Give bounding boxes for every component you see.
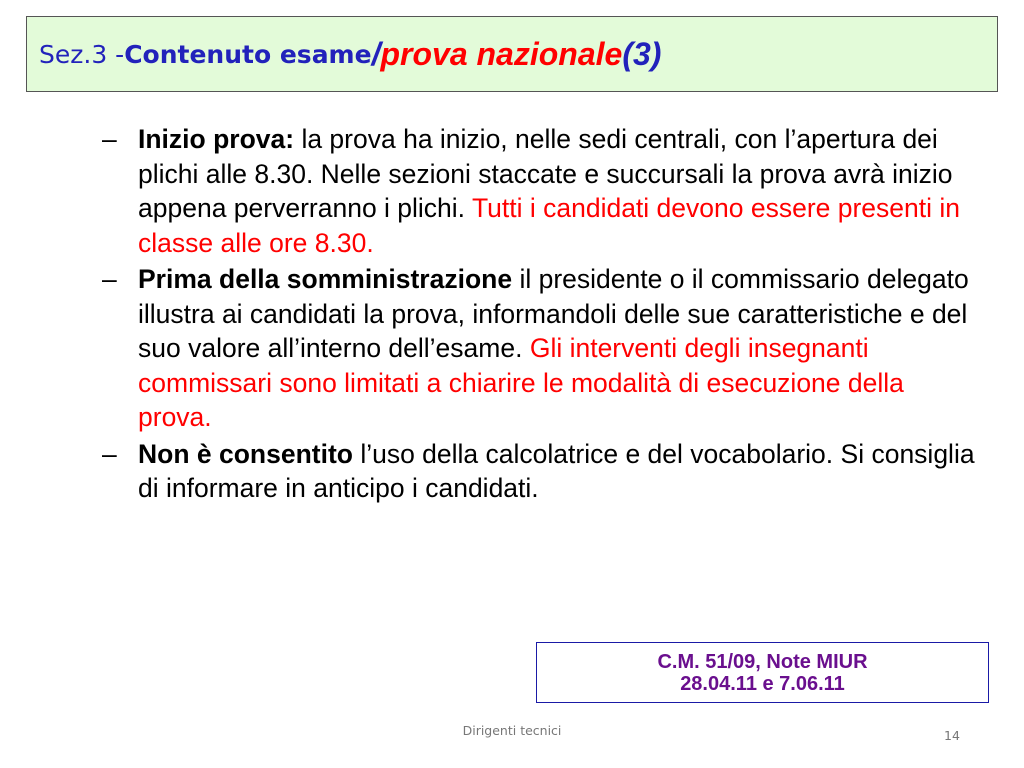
bullet-dash: – bbox=[102, 264, 117, 294]
bullet-bold-lead: Prima della somministrazione bbox=[138, 264, 513, 294]
title-main: Contenuto esame bbox=[124, 39, 372, 69]
bullet-body: il presidente o il commissario delegato illustra ai candidati la prova, informandoli delle sue caratteristiche e del suo valore all’interno dell’esame. bbox=[138, 264, 969, 363]
bullet-dash: – bbox=[102, 438, 117, 469]
reference-line-2: 28.04.11 e 7.06.11 bbox=[680, 672, 845, 695]
title-separator: / bbox=[371, 35, 381, 72]
bullet-body: la prova ha inizio, nelle sedi centrali, con l’apertura dei plichi alle 8.30. Nelle sezioni staccate e succursali la prova avrà inizio appena perverranno i plichi. bbox=[138, 124, 953, 223]
footer-label: Dirigenti tecnici bbox=[462, 723, 562, 738]
page-number: 14 bbox=[944, 728, 960, 743]
reference-box bbox=[536, 642, 989, 703]
bullet-dash: – bbox=[102, 124, 117, 154]
bullet-text bbox=[138, 122, 980, 260]
bullet-highlight: Tutti i candidati devono essere presenti in classe alle ore 8.30. bbox=[138, 193, 961, 258]
bullet-list bbox=[100, 122, 980, 508]
bullet-text bbox=[138, 437, 980, 506]
title-prefix: Sez.3 - bbox=[39, 39, 125, 69]
reference-line-1: C.M. 51/09, Note MIUR bbox=[657, 650, 868, 673]
bullet-bold-lead: Non è consentito bbox=[138, 438, 353, 469]
bullet-body: l’uso della calcolatrice e del vocabolario. Si consiglia di informare in anticipo i candidati. bbox=[138, 438, 975, 503]
slide-title-box bbox=[26, 16, 998, 92]
bullet-highlight: Gli interventi degli insegnanti commissari sono limitati a chiarire le modalità di esecuzione della prova. bbox=[138, 333, 904, 432]
bullet-text bbox=[138, 262, 980, 435]
bullet-item bbox=[100, 122, 980, 260]
bullet-bold-lead: Inizio prova: bbox=[138, 124, 295, 154]
bullet-item bbox=[100, 437, 980, 506]
title-number: (3) bbox=[622, 35, 662, 72]
bullet-item bbox=[100, 262, 980, 435]
title-subtitle: prova nazionale bbox=[380, 35, 623, 72]
